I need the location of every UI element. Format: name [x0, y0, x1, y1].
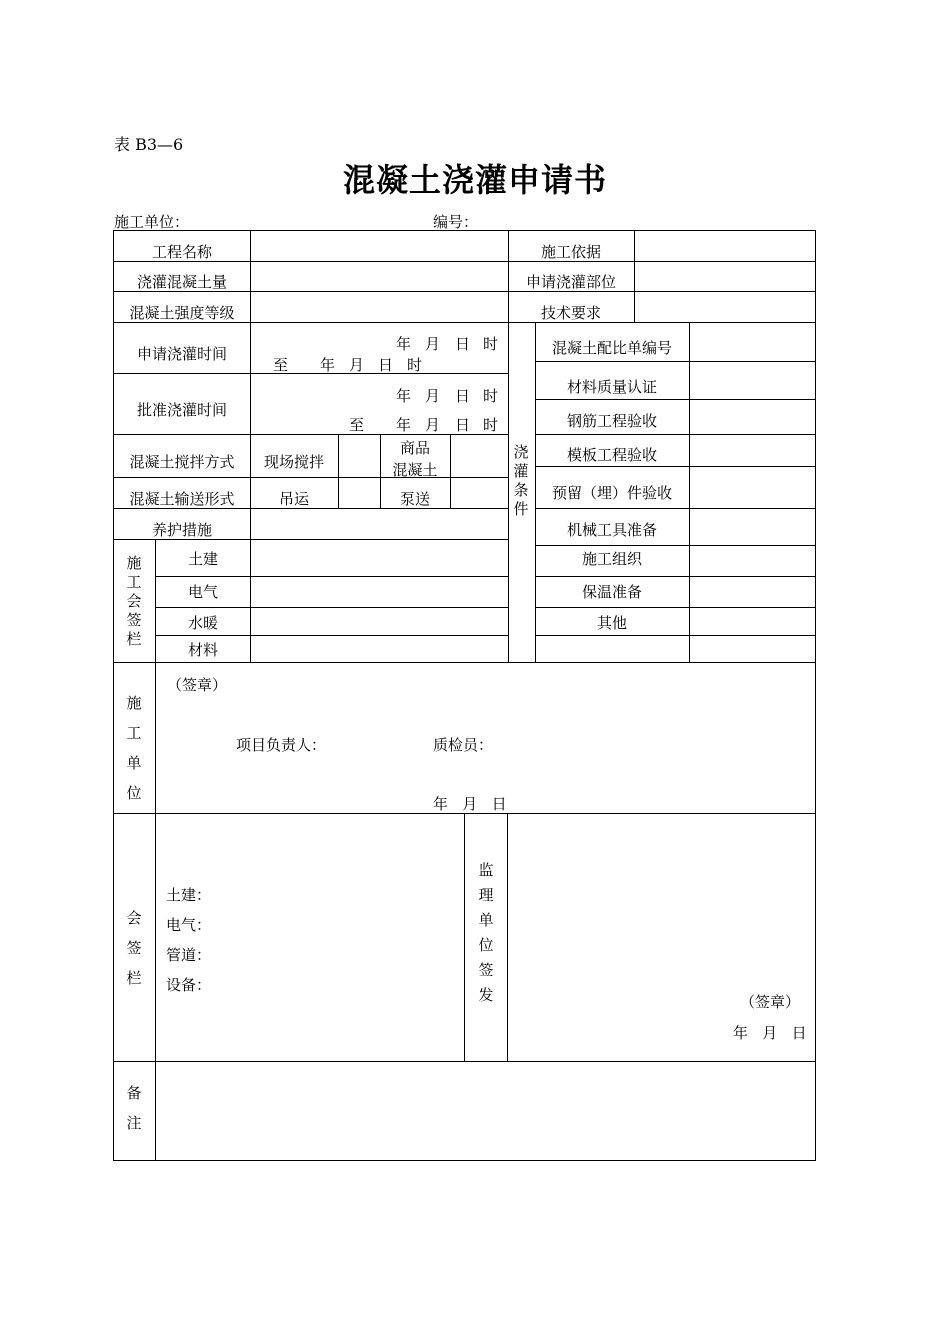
curing-label: 养护措施 [151, 521, 213, 539]
pour-part-label: 申请浇灌部位 [525, 273, 617, 291]
mix-method-label: 混凝土搅拌方式 [129, 453, 235, 471]
condition-embedded-accept: 预留（埋）件验收 [551, 484, 673, 502]
project-name-label: 工程名称 [151, 243, 213, 261]
transport-label: 混凝土输送形式 [129, 490, 235, 508]
supervision-sign-label: 监理单位签发 [478, 861, 494, 1004]
apply-year: 年 [396, 335, 412, 353]
apply-day: 日 [455, 335, 471, 353]
unit-date: 年 月 日 [433, 795, 507, 813]
supervision-date: 年 月 日 [733, 1024, 807, 1042]
condition-other: 其他 [596, 614, 628, 632]
apply-month: 月 [425, 335, 441, 353]
commercial-label-2: 混凝土 [392, 461, 438, 479]
pour-volume-label: 浇灌混凝土量 [136, 273, 228, 291]
cosign-civil: 土建 [187, 550, 219, 568]
unit-seal: （签章） [167, 676, 228, 694]
approve-hour: 时 [483, 387, 499, 405]
pour-conditions-label: 浇灌条件 [513, 443, 529, 518]
approve-month: 月 [425, 387, 441, 405]
condition-material-cert: 材料质量认证 [566, 378, 658, 396]
sign-equipment: 设备： [166, 976, 212, 994]
sign-civil: 土建： [166, 886, 212, 904]
cosign-block-label: 会签栏 [126, 909, 142, 987]
remarks-label: 备注 [126, 1084, 142, 1132]
form-code: 表 B3—6 [114, 135, 184, 154]
number-label: 编号： [433, 213, 479, 231]
condition-rebar-accept: 钢筋工程验收 [566, 412, 658, 430]
approve-to-day: 日 [455, 416, 471, 434]
condition-formwork-accept: 模板工程验收 [566, 446, 658, 464]
project-manager-label: 项目负责人： [236, 736, 327, 754]
pump-label: 泵送 [399, 490, 431, 508]
onsite-mix-label: 现场搅拌 [263, 453, 325, 471]
apply-to-hour: 时 [407, 356, 423, 374]
quality-inspector-label: 质检员： [433, 736, 494, 754]
construction-basis-label: 施工依据 [540, 243, 602, 261]
apply-to-day: 日 [378, 356, 394, 374]
page-title: 混凝土浇灌申请书 [342, 161, 608, 199]
condition-insulation: 保温准备 [581, 583, 643, 601]
supervision-seal: （签章） [740, 993, 801, 1011]
condition-organization: 施工组织 [581, 550, 643, 568]
sign-electric: 电气： [166, 916, 212, 934]
apply-time-label: 申请浇灌时间 [136, 345, 228, 363]
apply-to: 至 [273, 356, 289, 374]
apply-to-month: 月 [349, 356, 365, 374]
condition-machinery: 机械工具准备 [566, 521, 658, 539]
apply-hour: 时 [483, 335, 499, 353]
construction-unit-block-label: 施工单位 [126, 694, 142, 802]
approve-day: 日 [455, 387, 471, 405]
apply-to-year: 年 [320, 356, 336, 374]
cosign-electric: 电气 [187, 583, 219, 601]
approve-to-year: 年 [396, 416, 412, 434]
strength-grade-label: 混凝土强度等级 [129, 304, 235, 322]
approve-to-month: 月 [425, 416, 441, 434]
construction-unit-label: 施工单位： [114, 213, 190, 231]
commercial-label-1: 商品 [399, 439, 431, 457]
approve-time-label: 批准浇灌时间 [136, 401, 228, 419]
construction-cosign-label: 施工会签栏 [126, 554, 142, 648]
cosign-material: 材料 [187, 641, 219, 659]
condition-mix-ratio: 混凝土配比单编号 [551, 339, 673, 357]
tech-requirement-label: 技术要求 [540, 304, 602, 322]
crane-label: 吊运 [278, 490, 310, 508]
sign-pipe: 管道： [166, 946, 212, 964]
approve-to: 至 [349, 416, 365, 434]
approve-year: 年 [396, 387, 412, 405]
cosign-hvac: 水暖 [187, 614, 219, 632]
approve-to-hour: 时 [483, 416, 499, 434]
